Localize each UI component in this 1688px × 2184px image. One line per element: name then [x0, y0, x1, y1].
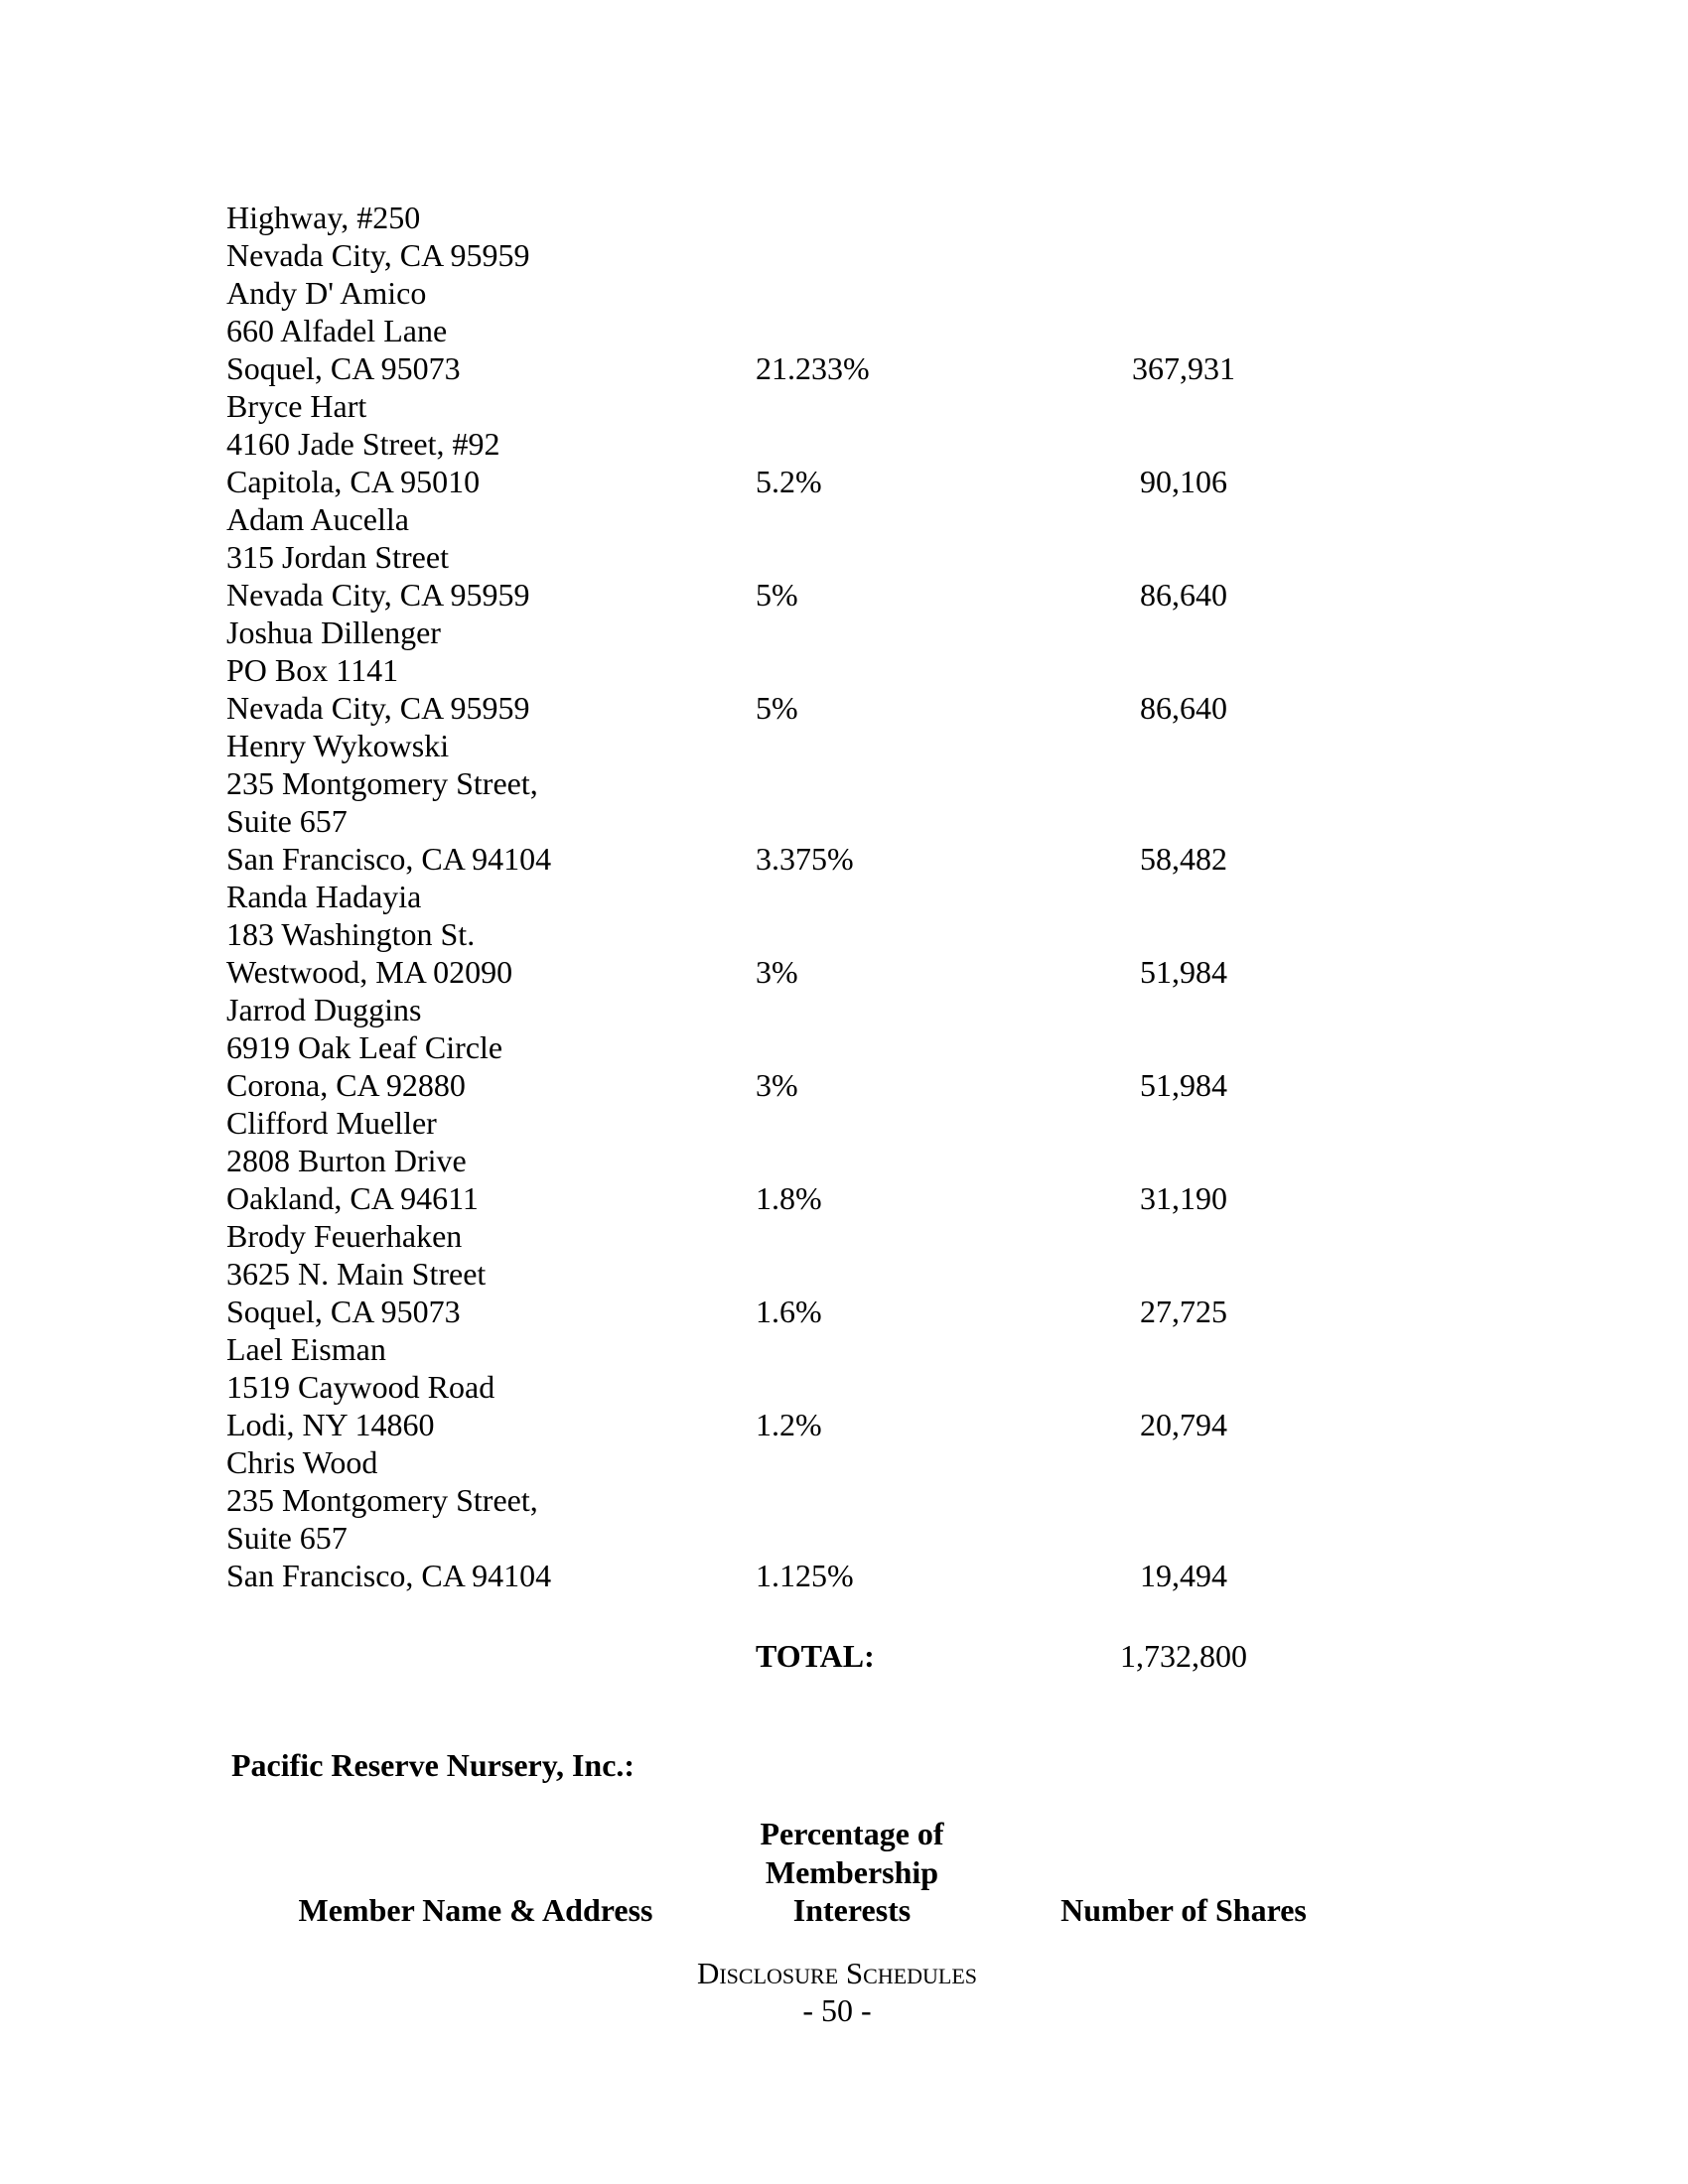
- member-name: Lael Eisman: [226, 1331, 386, 1367]
- member-percentage: 5.2%: [756, 464, 822, 499]
- member-address-line: 235 Montgomery Street,: [226, 1482, 538, 1518]
- member-shares: 51,984: [1140, 1067, 1227, 1103]
- member-name: Chris Wood: [226, 1444, 378, 1480]
- footer-title: Disclosure Schedules: [696, 1956, 978, 1990]
- member-address-line: Nevada City, CA 95959: [226, 690, 530, 726]
- member-shares: 86,640: [1140, 577, 1227, 613]
- header-member-name: Member Name & Address: [298, 1892, 653, 1928]
- member-percentage: 21.233%: [756, 350, 870, 386]
- member-name: Randa Hadayia: [226, 879, 422, 914]
- member-shares: 367,931: [1132, 350, 1235, 386]
- member-shares: 86,640: [1140, 690, 1227, 726]
- member-shares: 20,794: [1140, 1407, 1227, 1442]
- header-percentage-line1: Percentage of: [760, 1816, 944, 1851]
- member-address-line: 315 Jordan Street: [226, 539, 449, 575]
- member-address-line: Soquel, CA 95073: [226, 350, 461, 386]
- member-shares: 19,494: [1140, 1558, 1227, 1593]
- member-name: Adam Aucella: [226, 501, 409, 537]
- member-address-line: 3625 N. Main Street: [226, 1256, 487, 1292]
- member-percentage: 5%: [756, 577, 798, 613]
- member-name: Jarrod Duggins: [226, 992, 422, 1027]
- member-name: Andy D' Amico: [226, 275, 427, 311]
- member-percentage: 5%: [756, 690, 798, 726]
- member-name: Clifford Mueller: [226, 1105, 437, 1141]
- member-address-line: PO Box 1141: [226, 652, 399, 688]
- member-name: Joshua Dillenger: [226, 614, 441, 650]
- member-shares: 51,984: [1140, 954, 1227, 990]
- member-address-line: Corona, CA 92880: [226, 1067, 466, 1103]
- member-address-line: Nevada City, CA 95959: [226, 577, 530, 613]
- member-percentage: 1.125%: [756, 1558, 854, 1593]
- header-percentage-line2: Membership: [765, 1854, 939, 1890]
- member-percentage: 3%: [756, 954, 798, 990]
- member-address-line: San Francisco, CA 94104: [226, 841, 552, 877]
- member-address-line: San Francisco, CA 94104: [226, 1558, 552, 1593]
- member-percentage: 1.2%: [756, 1407, 822, 1442]
- total-label: TOTAL:: [756, 1638, 875, 1674]
- header-shares: Number of Shares: [1060, 1892, 1307, 1928]
- member-shares: 27,725: [1140, 1294, 1227, 1329]
- page-number: - 50 -: [802, 1992, 872, 2028]
- member-address-line: Nevada City, CA 95959: [226, 237, 530, 273]
- member-address-line: Oakland, CA 94611: [226, 1180, 479, 1216]
- member-address-line: 6919 Oak Leaf Circle: [226, 1029, 503, 1065]
- member-address-line: Capitola, CA 95010: [226, 464, 481, 499]
- member-shares: 58,482: [1140, 841, 1227, 877]
- member-address-line: 235 Montgomery Street,: [226, 765, 538, 801]
- member-percentage: 1.8%: [756, 1180, 822, 1216]
- member-address-line: 4160 Jade Street, #92: [226, 426, 500, 462]
- member-address-line: Highway, #250: [226, 200, 421, 235]
- member-shares: 90,106: [1140, 464, 1227, 499]
- member-percentage: 3%: [756, 1067, 798, 1103]
- member-address-line: 2808 Burton Drive: [226, 1143, 467, 1178]
- member-address-line: Westwood, MA 02090: [226, 954, 513, 990]
- member-address-line: Lodi, NY 14860: [226, 1407, 435, 1442]
- section-title: Pacific Reserve Nursery, Inc.:: [231, 1747, 635, 1783]
- member-address-line: 183 Washington St.: [226, 916, 476, 952]
- member-address-line: Suite 657: [226, 803, 348, 839]
- member-address-line: 660 Alfadel Lane: [226, 313, 448, 348]
- member-percentage: 1.6%: [756, 1294, 822, 1329]
- member-name: Brody Feuerhaken: [226, 1218, 463, 1254]
- member-address-line: Soquel, CA 95073: [226, 1294, 461, 1329]
- total-value: 1,732,800: [1120, 1638, 1247, 1674]
- member-address-line: 1519 Caywood Road: [226, 1369, 495, 1405]
- member-shares: 31,190: [1140, 1180, 1227, 1216]
- member-name: Bryce Hart: [226, 388, 367, 424]
- member-percentage: 3.375%: [756, 841, 854, 877]
- header-percentage-line3: Interests: [792, 1892, 912, 1928]
- member-address-line: Suite 657: [226, 1520, 348, 1556]
- member-name: Henry Wykowski: [226, 728, 450, 763]
